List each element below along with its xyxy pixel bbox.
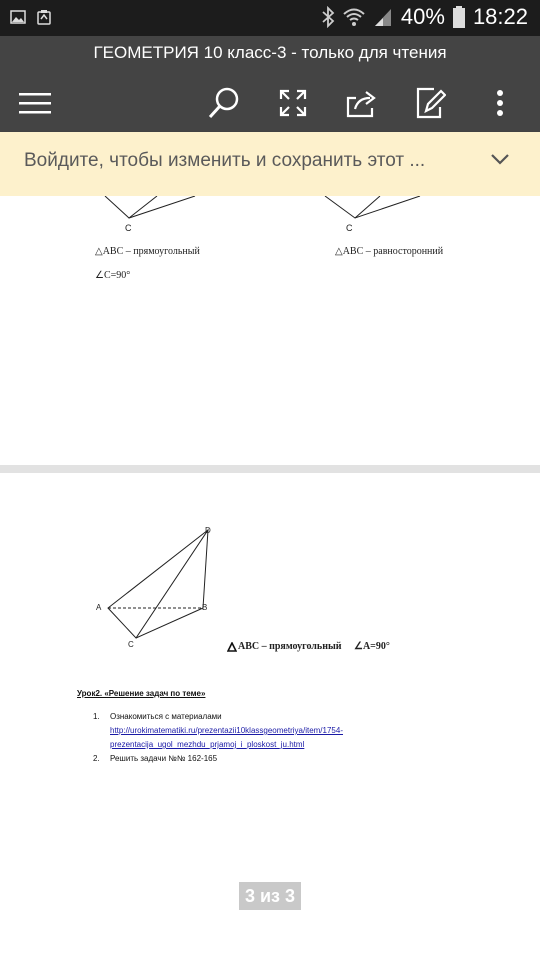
materials-link-line2[interactable]: prezentacija_ugol_mezhdu_prjamoj_i_ploskost_ju.html [110, 740, 305, 749]
expand-icon [278, 88, 308, 118]
right-vertex-c: C [346, 223, 353, 233]
left-vertex-c: C [125, 223, 132, 233]
vertex-d-label: D [205, 526, 211, 535]
image-notification-icon [10, 9, 26, 25]
app-bar [0, 36, 540, 132]
wifi-icon [343, 7, 365, 27]
recycle-notification-icon [36, 9, 52, 25]
left-angle-caption: ∠C=90° [95, 270, 131, 281]
pyramid-figure [90, 524, 220, 654]
list-item-1: Ознакомиться с материалами [110, 712, 222, 721]
document-view[interactable] [0, 196, 540, 960]
sign-in-banner[interactable] [0, 132, 540, 196]
right-triangle-caption: △ABC – равносторонний [335, 246, 444, 257]
share-button[interactable] [342, 83, 382, 123]
search-button[interactable] [204, 83, 244, 123]
document-title: ГЕОМЕТРИЯ 10 класс-3 - только для чтения [93, 43, 447, 62]
battery-icon [453, 6, 465, 28]
signal-icon [373, 7, 393, 27]
list-item-2: Решить задачи №№ 162-165 [110, 754, 218, 763]
list-number-2: 2. [93, 754, 100, 763]
lesson-title: Урок2. «Решение задач по теме» [77, 689, 206, 698]
page-indicator: 3 из 3 [239, 882, 301, 910]
page3-caption: ABC – прямоугольный [238, 641, 342, 652]
right-triangle-figure [320, 196, 440, 232]
materials-link-line1[interactable]: http://urokimatematiki.ru/prezentazii10klassgeometriya/item/1754- [110, 726, 343, 735]
clock: 18:22 [472, 4, 528, 29]
edit-button[interactable] [411, 83, 451, 123]
edit-document-icon [416, 87, 446, 119]
menu-button[interactable] [15, 83, 55, 123]
left-triangle-caption: △ABC – прямоугольный [95, 246, 200, 257]
vertex-a-label: A [96, 603, 102, 612]
more-vert-icon [496, 89, 504, 117]
fullscreen-button[interactable] [273, 83, 313, 123]
list-number-1: 1. [93, 712, 100, 721]
share-icon [346, 88, 378, 118]
more-options-button[interactable] [480, 83, 520, 123]
chevron-down-icon [490, 152, 510, 166]
banner-message: Войдите, чтобы изменить и сохранить этот ... [24, 150, 426, 171]
banner-expand-button[interactable] [490, 152, 510, 171]
left-triangle-figure [95, 196, 215, 232]
hamburger-icon [19, 91, 51, 115]
battery-percent: 40% [400, 4, 445, 29]
triangle-symbol-icon [227, 642, 237, 652]
search-icon [207, 86, 241, 120]
status-bar [0, 0, 540, 36]
vertex-c-label: C [128, 640, 134, 649]
page3-angle: ∠A=90° [354, 641, 390, 652]
vertex-b-label: B [202, 603, 208, 612]
page-separator [0, 465, 540, 473]
bluetooth-icon [321, 6, 335, 28]
